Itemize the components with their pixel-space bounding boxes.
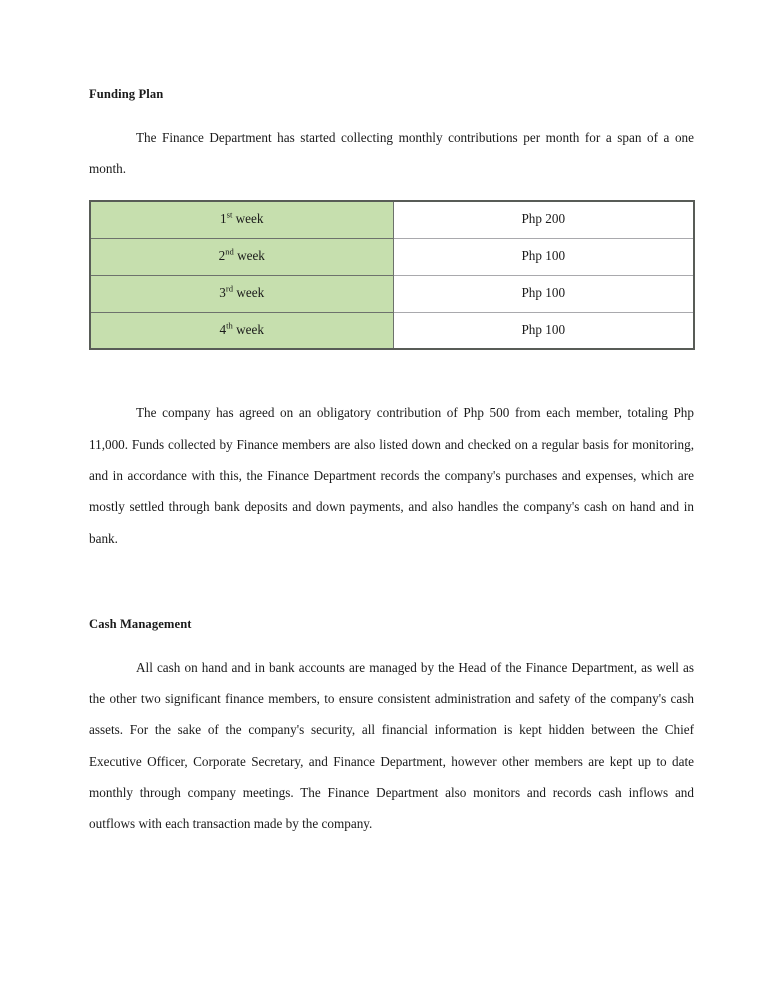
page-title: Funding Plan bbox=[89, 87, 164, 101]
table-row bbox=[90, 275, 694, 312]
week-label-cell bbox=[90, 312, 393, 349]
week-ordinal-suffix: st bbox=[226, 210, 233, 221]
table-row bbox=[90, 312, 694, 349]
week-number: 1 bbox=[220, 211, 227, 227]
week-ordinal-suffix: nd bbox=[225, 246, 234, 257]
spacer bbox=[89, 102, 694, 122]
week-ordinal-suffix: rd bbox=[225, 283, 234, 294]
spacer bbox=[89, 350, 694, 397]
week-unit: week bbox=[236, 321, 264, 337]
spacer bbox=[89, 554, 694, 618]
amount-cell: Php 200 bbox=[393, 201, 694, 238]
amount-cell: Php 100 bbox=[393, 312, 694, 349]
week-unit: week bbox=[236, 284, 265, 300]
spacer bbox=[89, 632, 694, 652]
week-number: 4 bbox=[219, 321, 227, 337]
table-row bbox=[90, 238, 694, 275]
cash-management-paragraph: All cash on hand and in bank accounts are managed by the Head of the Finance Department, as well as the other two significant finance members, to ensure consistent administration and safety of the company's cash assets. For the sake of the company's security, all financial information is kept hidden between the Chief Executive Officer, Corporate Secretary, and Finance Department, however other members are kept up to date monthly through company meetings. The Finance Department also monitors and records cash inflows and outflows with each transaction made by the company. bbox=[89, 659, 694, 832]
week-number: 3 bbox=[219, 284, 226, 300]
funding-plan-table-body bbox=[90, 201, 694, 349]
document-content bbox=[89, 88, 694, 840]
week-number: 2 bbox=[218, 247, 226, 263]
spacer bbox=[89, 184, 694, 200]
week-unit: week bbox=[237, 247, 265, 263]
week-label-cell bbox=[90, 238, 393, 275]
cash-management-heading: Cash Management bbox=[89, 616, 192, 631]
amount-cell: Php 100 bbox=[393, 275, 694, 312]
amount-cell: Php 100 bbox=[393, 238, 694, 275]
funding-plan-table bbox=[89, 200, 695, 350]
week-label-cell bbox=[90, 201, 393, 238]
funding-plan-detail-paragraph: The company has agreed on an obligatory contribution of Php 500 from each member, totaling Php 11,000. Funds collected by Finance members are also listed down and checked on a regular basis for monitoring, and in accordance with this, the Finance Department records the company's purchases and expenses, which are mostly settled through bank deposits and down payments, and also handles the company's cash on hand and in bank. bbox=[89, 405, 694, 546]
week-ordinal-suffix: th bbox=[226, 320, 233, 331]
funding-plan-intro-paragraph: The Finance Department has started collecting monthly contributions per month for a span of a one month. bbox=[89, 129, 694, 177]
week-unit: week bbox=[235, 211, 264, 227]
table-row bbox=[90, 201, 694, 238]
week-label-cell bbox=[90, 275, 393, 312]
